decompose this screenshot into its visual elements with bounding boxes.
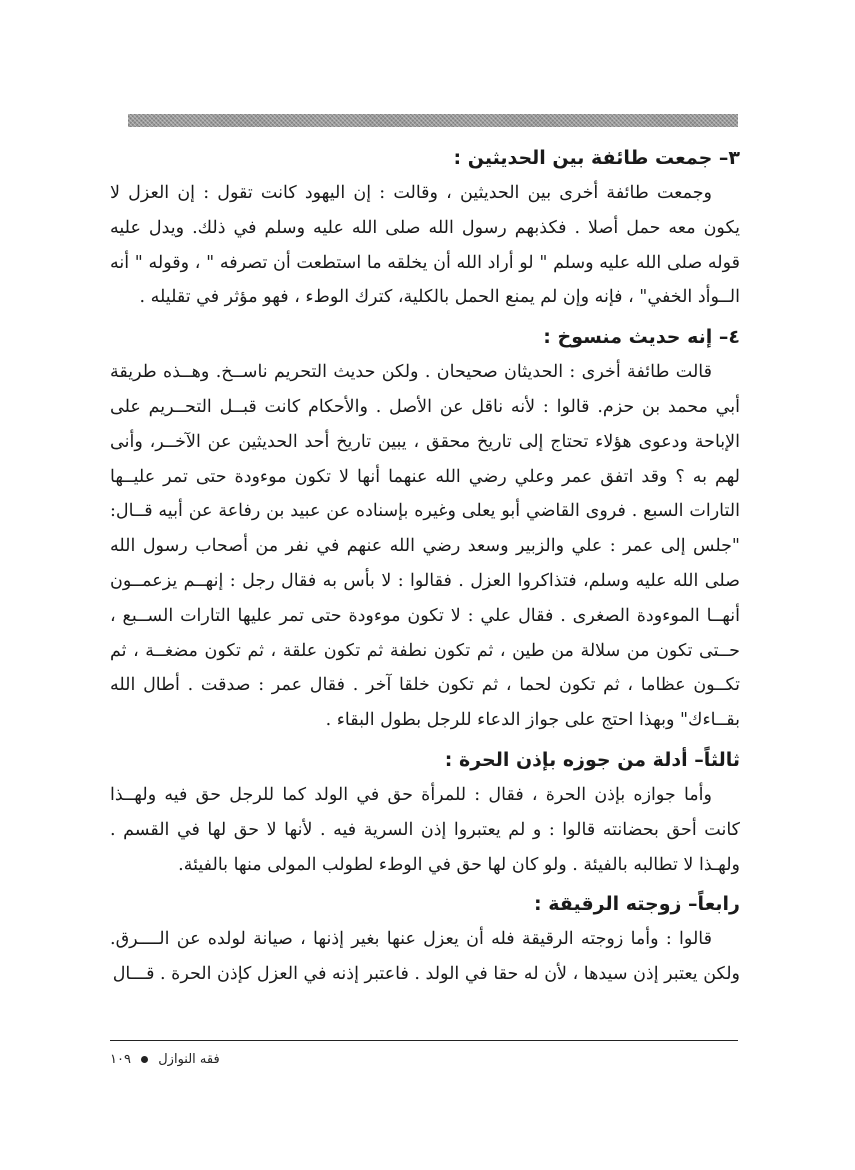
section-third-paragraph: وأما جوازه بإذن الحرة ، فقال : للمرأة حق في الولد كما للرجل حق فيه ولهــذا كانت أحق بحضانته قالوا : و لم يعتبروا إذن السرية فيه . لأنها لا حق لها في القسم . ولهـذا لا تطالبه بالفيئة . ولو كان لها حق في الوطء لطولب المولى منها بالفيئة.: [110, 784, 740, 875]
section-third-heading: ثالثاً– أدلة من جوزه بإذن الحرة :: [444, 748, 740, 771]
bullet-icon: [141, 1056, 148, 1063]
footer-book-title: فقه النوازل: [158, 1052, 220, 1067]
section-4-heading: ٤– إنه حديث منسوخ :: [543, 326, 740, 349]
section-fourth-paragraph: قالوا : وأما زوجته الرقيقة فله أن يعزل عنها بغير إذنها ، صيانة لولده عن الــــرق. ولكن يعتبر إذن سيدها ، لأن له حقا في الولد . فاعتبر إذنه في العزل كإذن الحرة . قـــال: [110, 929, 740, 985]
page-footer: [110, 1052, 220, 1067]
section-3-paragraph: وجمعت طائفة أخرى بين الحديثين ، وقالت : إن اليهود كانت تقول : إن العزل لا يكون معه حمل أصلا . فكذبهم رسول الله صلى الله عليه وسلم في ذلك. ويدل عليه قوله صلى الله عليه وسلم " لو أراد الله أن يخلقه ما استطعت أن تصرفه " ، وقوله " أنه الــوأد الخفي" ، فإنه وإن لم يمنع الحمل بالكلية، كترك الوطء ، فهو مؤثر في تقليله .: [110, 183, 740, 308]
section-3-heading: ٣– جمعت طائفة بين الحديثين :: [453, 147, 740, 169]
footer-rule: [110, 1040, 738, 1041]
page-body: [110, 140, 740, 992]
section-fourth-heading: رابعاً– زوجته الرقيقة :: [534, 893, 740, 916]
footer-page-number: ١٠٩: [110, 1052, 131, 1067]
section-4-paragraph: قالت طائفة أخرى : الحديثان صحيحان . ولكن حديث التحريم ناســخ. وهــذه طريقة أبي محمد بن حزم. قالوا : لأنه ناقل عن الأصل . والأحكام كانت قبــل التحــريم على الإباحة ودعوى هؤلاء تحتاج إلى تاريخ محقق ، يبين تاريخ أحد الحديثين عن الآخــر، وأنى لهم به ؟ وقد اتفق عمر وعلي رضي الله عنهما أنها لا تكون موءودة حتى تمر عليــها التارات السبع . فروى القاضي أبو يعلى وغيره بإسناده عن عبيد بن رفاعة عن أبيه قــال: "جلس إلى عمر : علي والزبير وسعد رضي الله عنهم في نفر من أصحاب رسول الله صلى الله عليه وسلم، فتذاكروا العزل . فقالوا : لا بأس به فقال رجل : إنهــم يزعمــون أنهــا الموءودة الصغرى . فقال علي : لا تكون موءودة حتى تمر عليها التارات الســبع ، حــتى تكون من سلالة من طين ، ثم تكون نطفة ثم تكون علقة ، ثم تكون مضغــة ، ثم تكــون عظاما ، ثم تكون لحما ، ثم تكون خلقا آخر . فقال عمر : صدقت . أطال الله بقــاءك" وبهذا احتج على جواز الدعاء للرجل بطول البقاء .: [110, 362, 740, 731]
header-decorative-band: [128, 114, 738, 127]
